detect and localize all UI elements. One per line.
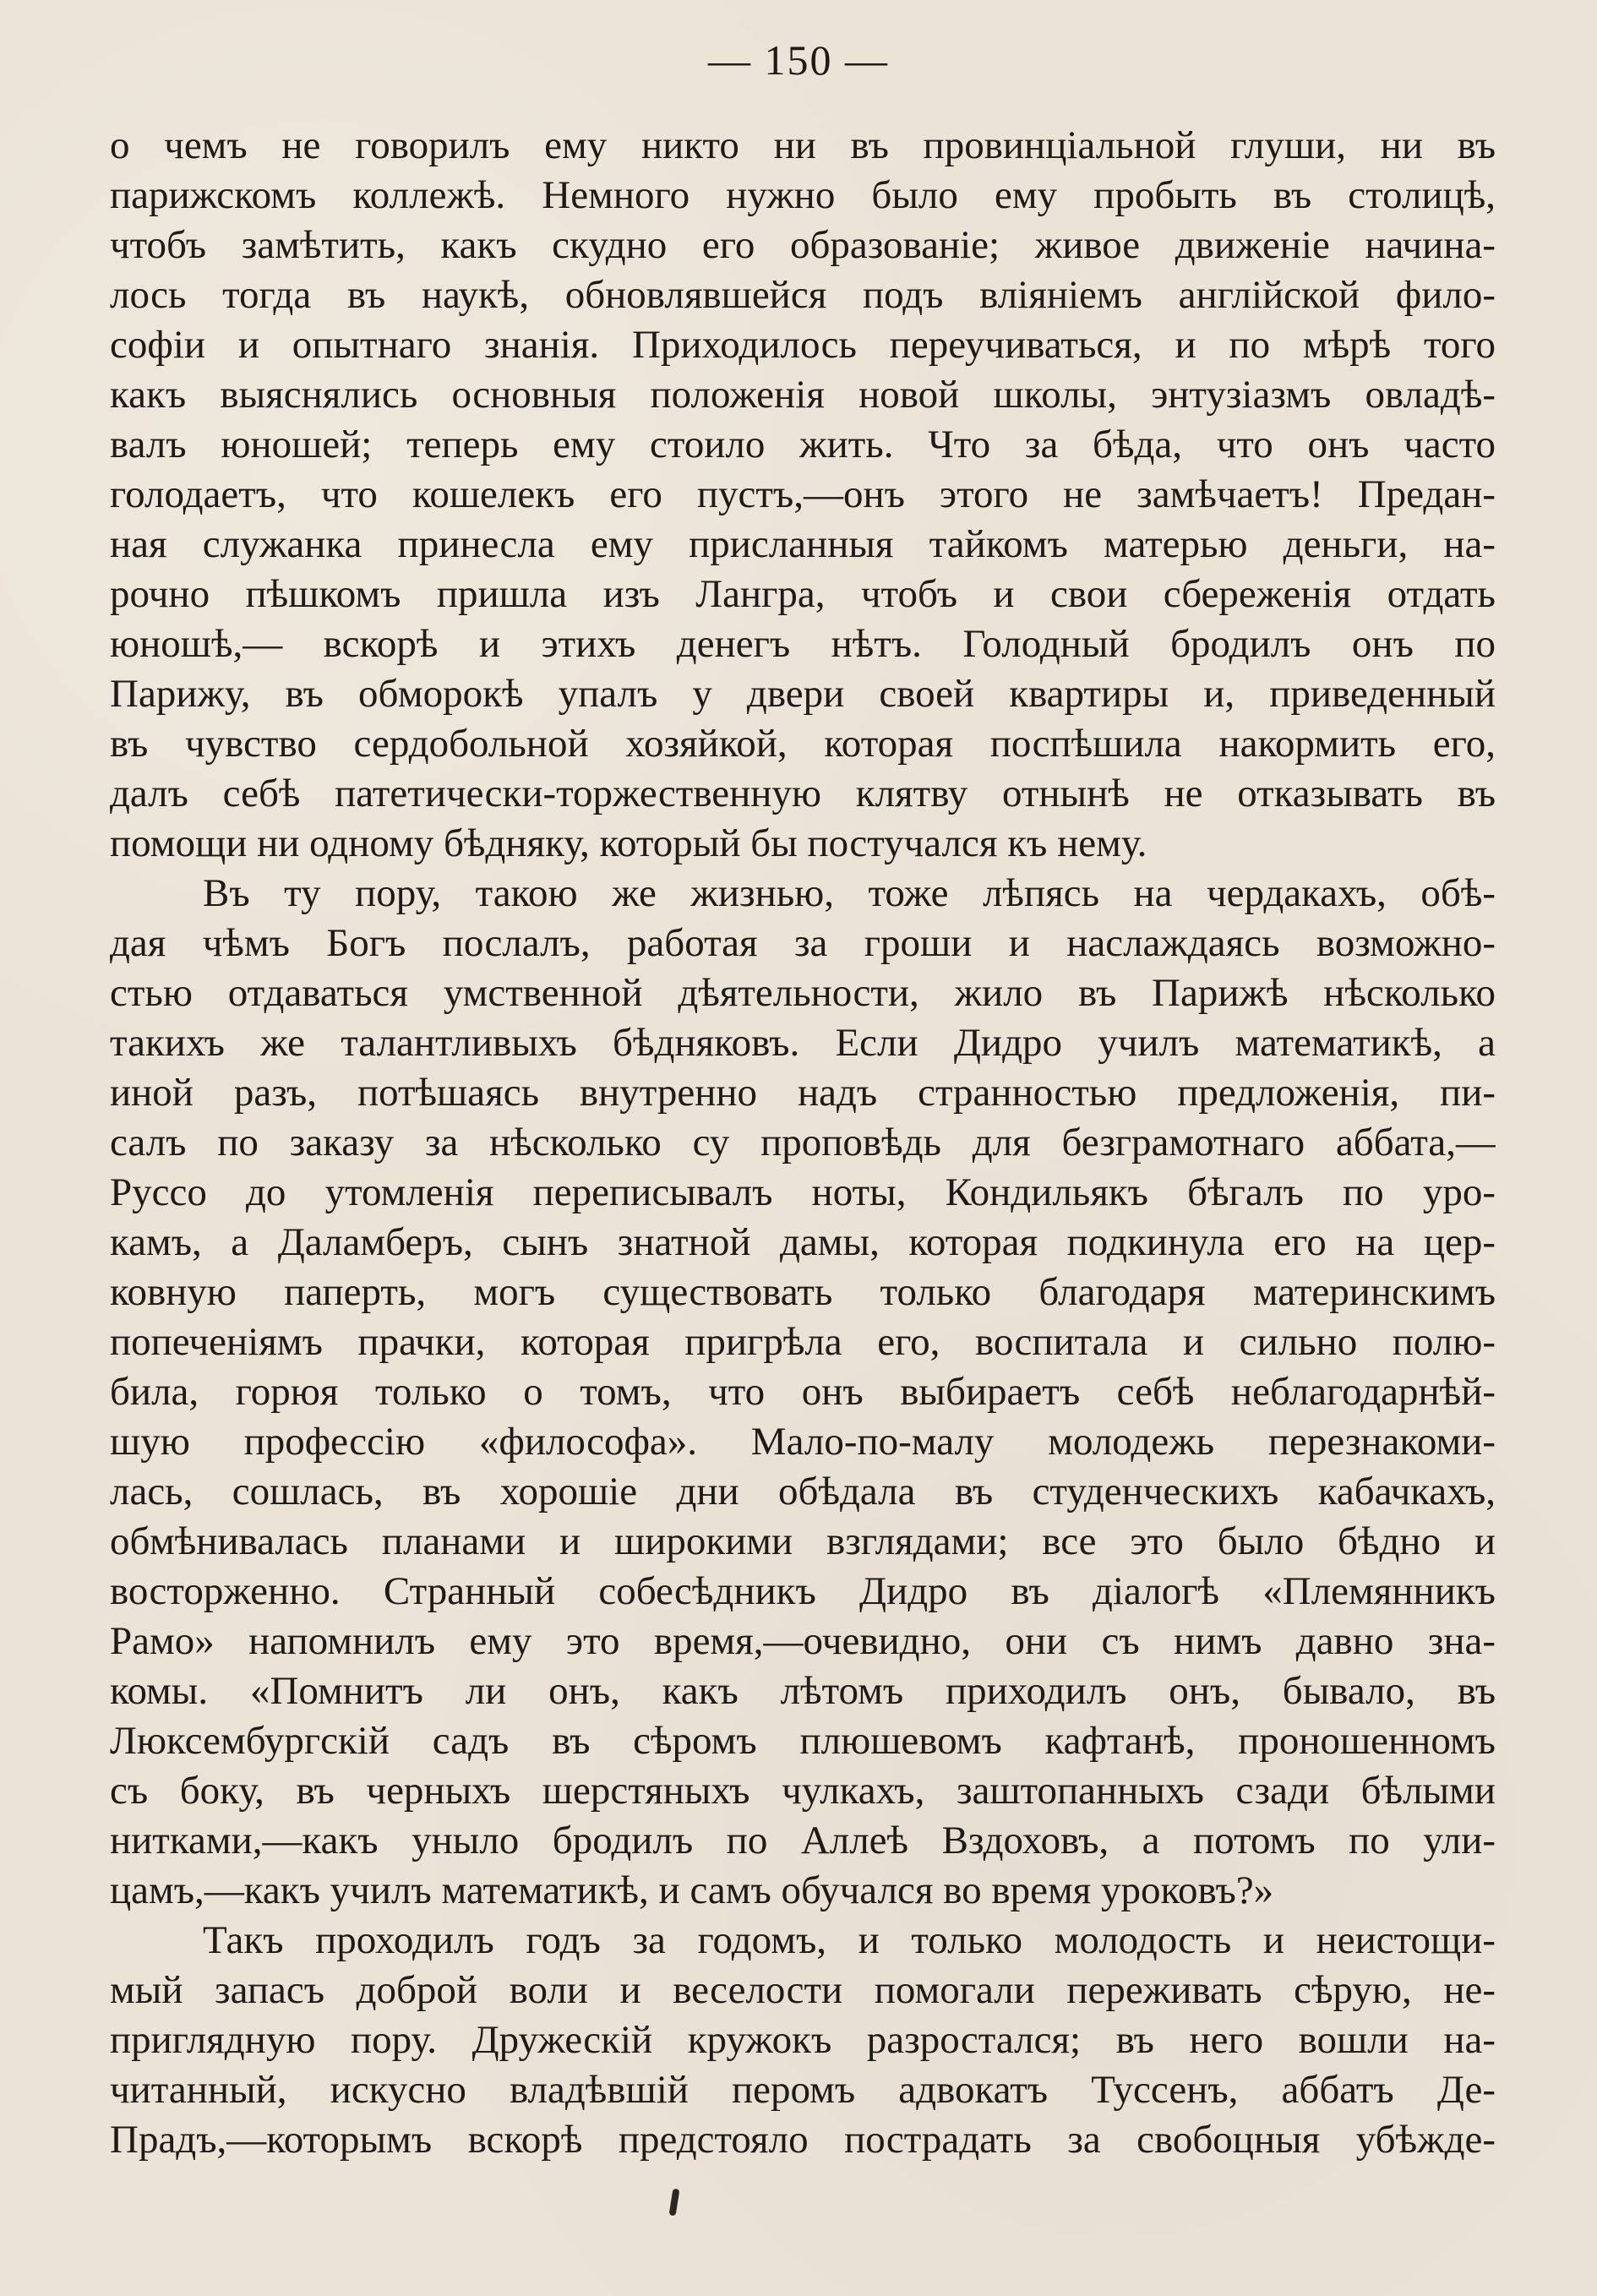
paragraph-2-line-21: цамъ,—какъ училъ математикѣ, и самъ обучался во время уроковъ?» [110,1868,1274,1912]
printer-mark [669,2189,680,2217]
paragraph-1-line-2: парижскомъ коллежѣ. Немного нужно было ему пробыть въ столицѣ, [110,173,1496,217]
paragraph-2-line-13: лась, сошлась, въ хорошіе дни обѣдала въ студенческихъ кабачкахъ, [110,1470,1496,1513]
paragraph-1-line-10: рочно пѣшкомъ пришла изъ Лангра, чтобъ и свои сбереженія отдать [110,572,1496,616]
paragraph-1-line-1: о чемъ не говорилъ ему никто ни въ провинціальной глуши, ни въ [110,123,1496,167]
paragraph-2-line-14: обмѣнивалась планами и широкими взглядами; все это было бѣдно и [110,1519,1496,1563]
text-body [110,121,1496,2165]
paragraph-2-line-9: ковную паперть, могъ существовать только благодаря материнскимъ [110,1270,1496,1314]
paragraph-2-line-11: била, горюя только о томъ, что онъ выбираетъ себѣ неблагодарнѣй- [110,1370,1496,1414]
paragraph-3-line-5: Прадъ,—которымъ вскорѣ предстояло пострадать за свобоцныя убѣжде- [110,2118,1496,2162]
paragraph-1-line-12: Парижу, въ обморокѣ упалъ у двери своей квартиры и, приведенный [110,672,1496,716]
paragraph-3 [110,1916,1496,2165]
paragraph-1-line-3: чтобъ замѣтить, какъ скудно его образованіе; живое движеніе начина- [110,223,1496,267]
paragraph-2-line-7: Руссо до утомленія переписывалъ ноты, Кондильякъ бѣгалъ по уро- [110,1170,1496,1214]
paragraph-1-line-14: далъ себѣ патетически-торжественную клятву отнынѣ не отказывать въ [110,772,1496,815]
paragraph-2-line-17: комы. «Помнитъ ли онъ, какъ лѣтомъ приходилъ онъ, бывало, въ [110,1669,1496,1713]
paragraph-2-line-19: съ боку, въ черныхъ шерстяныхъ чулкахъ, заштопанныхъ сзади бѣлыми [110,1769,1496,1813]
paragraph-1-line-11: юношѣ,— вскорѣ и этихъ денегъ нѣтъ. Голодный бродилъ онъ по [110,622,1496,666]
paragraph-1 [110,121,1496,869]
paragraph-2-line-16: Рамо» напомнилъ ему это время,—очевидно, они съ нимъ давно зна- [110,1619,1496,1663]
paragraph-2-line-12: шую профессію «философа». Мало-по-малу молодежь перезнакоми- [110,1420,1496,1464]
paragraph-3-line-3: приглядную пору. Дружескій кружокъ разростался; въ него вошли на- [110,2018,1496,2062]
paragraph-1-line-7: валъ юношей; теперь ему стоило жить. Что за бѣда, что онъ часто [110,423,1496,466]
paragraph-2-line-2: дая чѣмъ Богъ послалъ, работая за гроши и наслаждаясь возможно- [110,921,1496,965]
paragraph-2-line-6: салъ по заказу за нѣсколько су проповѣдь для безграмотнаго аббата,— [110,1121,1496,1164]
paragraph-2-line-10: попеченіямъ прачки, которая пригрѣла его, воспитала и сильно полю- [110,1320,1496,1364]
paragraph-1-line-15: помощи ни одному бѣдняку, который бы постучался къ нему. [110,821,1147,865]
paragraph-1-line-6: какъ выяснялись основныя положенія новой школы, энтузіазмъ овладѣ- [110,373,1496,417]
paragraph-2-line-20: нитками,—какъ уныло бродилъ по Аллеѣ Вздоховъ, а потомъ по ули- [110,1819,1496,1862]
paragraph-1-line-13: въ чувство сердобольной хозяйкой, которая поспѣшила накормить его, [110,722,1496,766]
paragraph-1-line-4: лось тогда въ наукѣ, обновлявшейся подъ вліяніемъ англійской фило- [110,273,1496,317]
paragraph-2-line-5: иной разъ, потѣшаясь внутренно надъ странностью предложенія, пи- [110,1071,1496,1115]
paragraph-2-line-18: Люксембургскій садъ въ сѣромъ плюшевомъ кафтанѣ, проношенномъ [110,1719,1496,1763]
page-number: — 150 — [708,36,889,84]
paragraph-1-line-9: ная служанка принесла ему присланныя тайкомъ матерью деньги, на- [110,522,1496,566]
paragraph-1-line-8: голодаетъ, что кошелекъ его пустъ,—онъ этого не замѣчаетъ! Предан- [110,472,1496,516]
paragraph-3-line-2: мый запасъ доброй воли и веселости помогали переживать сѣрую, не- [110,1968,1496,2012]
paragraph-2-line-8: камъ, а Даламберъ, сынъ знатной дамы, которая подкинула его на цер- [110,1220,1496,1264]
paragraph-2 [110,869,1496,1916]
paragraph-2-line-1: Въ ту пору, такою же жизнью, тоже лѣпясь на чердакахъ, обѣ- [203,871,1496,915]
paragraph-3-line-1: Такъ проходилъ годъ за годомъ, и только молодость и неистощи- [203,1918,1496,1962]
paragraph-2-line-15: восторженно. Странный собесѣдникъ Дидро въ діалогѣ «Племянникъ [110,1569,1496,1613]
paragraph-3-line-4: читанный, искусно владѣвшій перомъ адвокатъ Туссенъ, аббатъ Де- [110,2068,1496,2112]
paragraph-1-line-5: софіи и опытнаго знанія. Приходилось переучиваться, и по мѣрѣ того [110,323,1496,367]
paragraph-2-line-3: стью отдаваться умственной дѣятельности, жило въ Парижѣ нѣсколько [110,971,1496,1015]
paragraph-2-line-4: такихъ же талантливыхъ бѣдняковъ. Если Дидро училъ математикѣ, а [110,1021,1496,1065]
